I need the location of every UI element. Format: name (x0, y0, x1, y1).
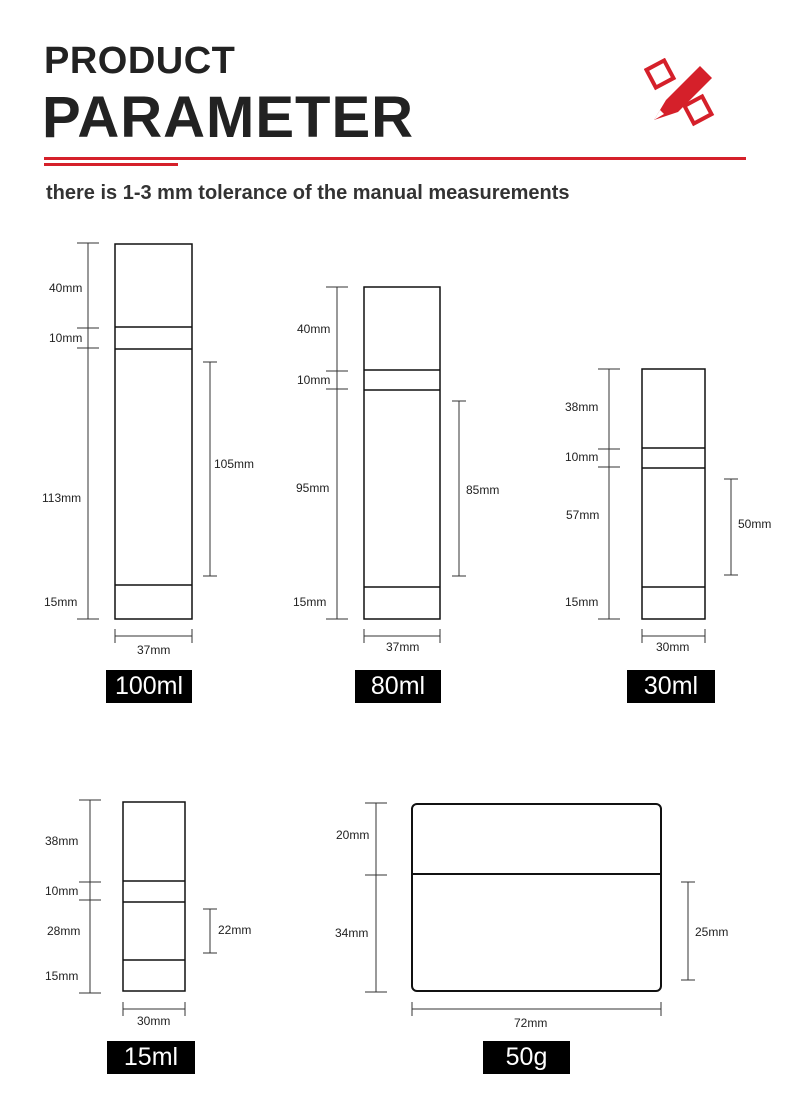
dim-ring-80ml: 10mm (297, 373, 331, 387)
label-15ml: 15ml (107, 1041, 195, 1074)
title-line-1: PRODUCT (44, 40, 236, 82)
dim-base-15ml: 15mm (45, 969, 79, 983)
dim-width-30ml: 30mm (656, 640, 690, 654)
label-80ml: 80ml (355, 670, 441, 703)
dim-cap-80ml: 40mm (297, 322, 331, 336)
dim-inner-50g: 25mm (695, 925, 729, 939)
dim-body-100ml: 113mm (42, 491, 82, 505)
dim-ring-15ml: 10mm (45, 884, 79, 898)
page-title: PARAMETER (42, 85, 415, 150)
dim-base-30ml: 15mm (565, 595, 599, 609)
dim-base-80ml: 15mm (293, 595, 327, 609)
dim-width-15ml: 30mm (137, 1014, 171, 1028)
dim-width-50g: 72mm (514, 1016, 548, 1030)
dim-inner-100ml: 105mm (214, 457, 255, 471)
dim-ring-30ml: 10mm (565, 450, 599, 464)
dim-inner-30ml: 50mm (738, 517, 772, 531)
dim-width-80ml: 37mm (386, 640, 420, 654)
dim-ring-100ml: 10mm (49, 331, 83, 345)
dim-cap-30ml: 38mm (565, 400, 599, 414)
dim-cap-15ml: 38mm (45, 834, 79, 848)
dim-inner-80ml: 85mm (466, 483, 500, 497)
label-100ml: 100ml (106, 670, 192, 703)
dim-body-80ml: 95mm (296, 481, 330, 495)
dim-width-100ml: 37mm (137, 643, 171, 657)
dim-base-100ml: 15mm (44, 595, 78, 609)
dim-inner-15ml: 22mm (218, 923, 252, 937)
dim-jar-50g: 34mm (335, 926, 369, 940)
label-30ml: 30ml (627, 670, 715, 703)
label-50g: 50g (483, 1041, 570, 1074)
jar-50g (412, 804, 661, 991)
dim-cap-100ml: 40mm (49, 281, 83, 295)
bottle-30ml (642, 369, 705, 619)
dim-body-30ml: 57mm (566, 508, 600, 522)
bottle-15ml (123, 802, 185, 991)
bottle-100ml (115, 244, 192, 619)
dim-body-15ml: 28mm (47, 924, 81, 938)
dim-lid-50g: 20mm (336, 828, 370, 842)
tolerance-note: there is 1-3 mm tolerance of the manual measurements (46, 182, 570, 204)
bottle-80ml (364, 287, 440, 619)
